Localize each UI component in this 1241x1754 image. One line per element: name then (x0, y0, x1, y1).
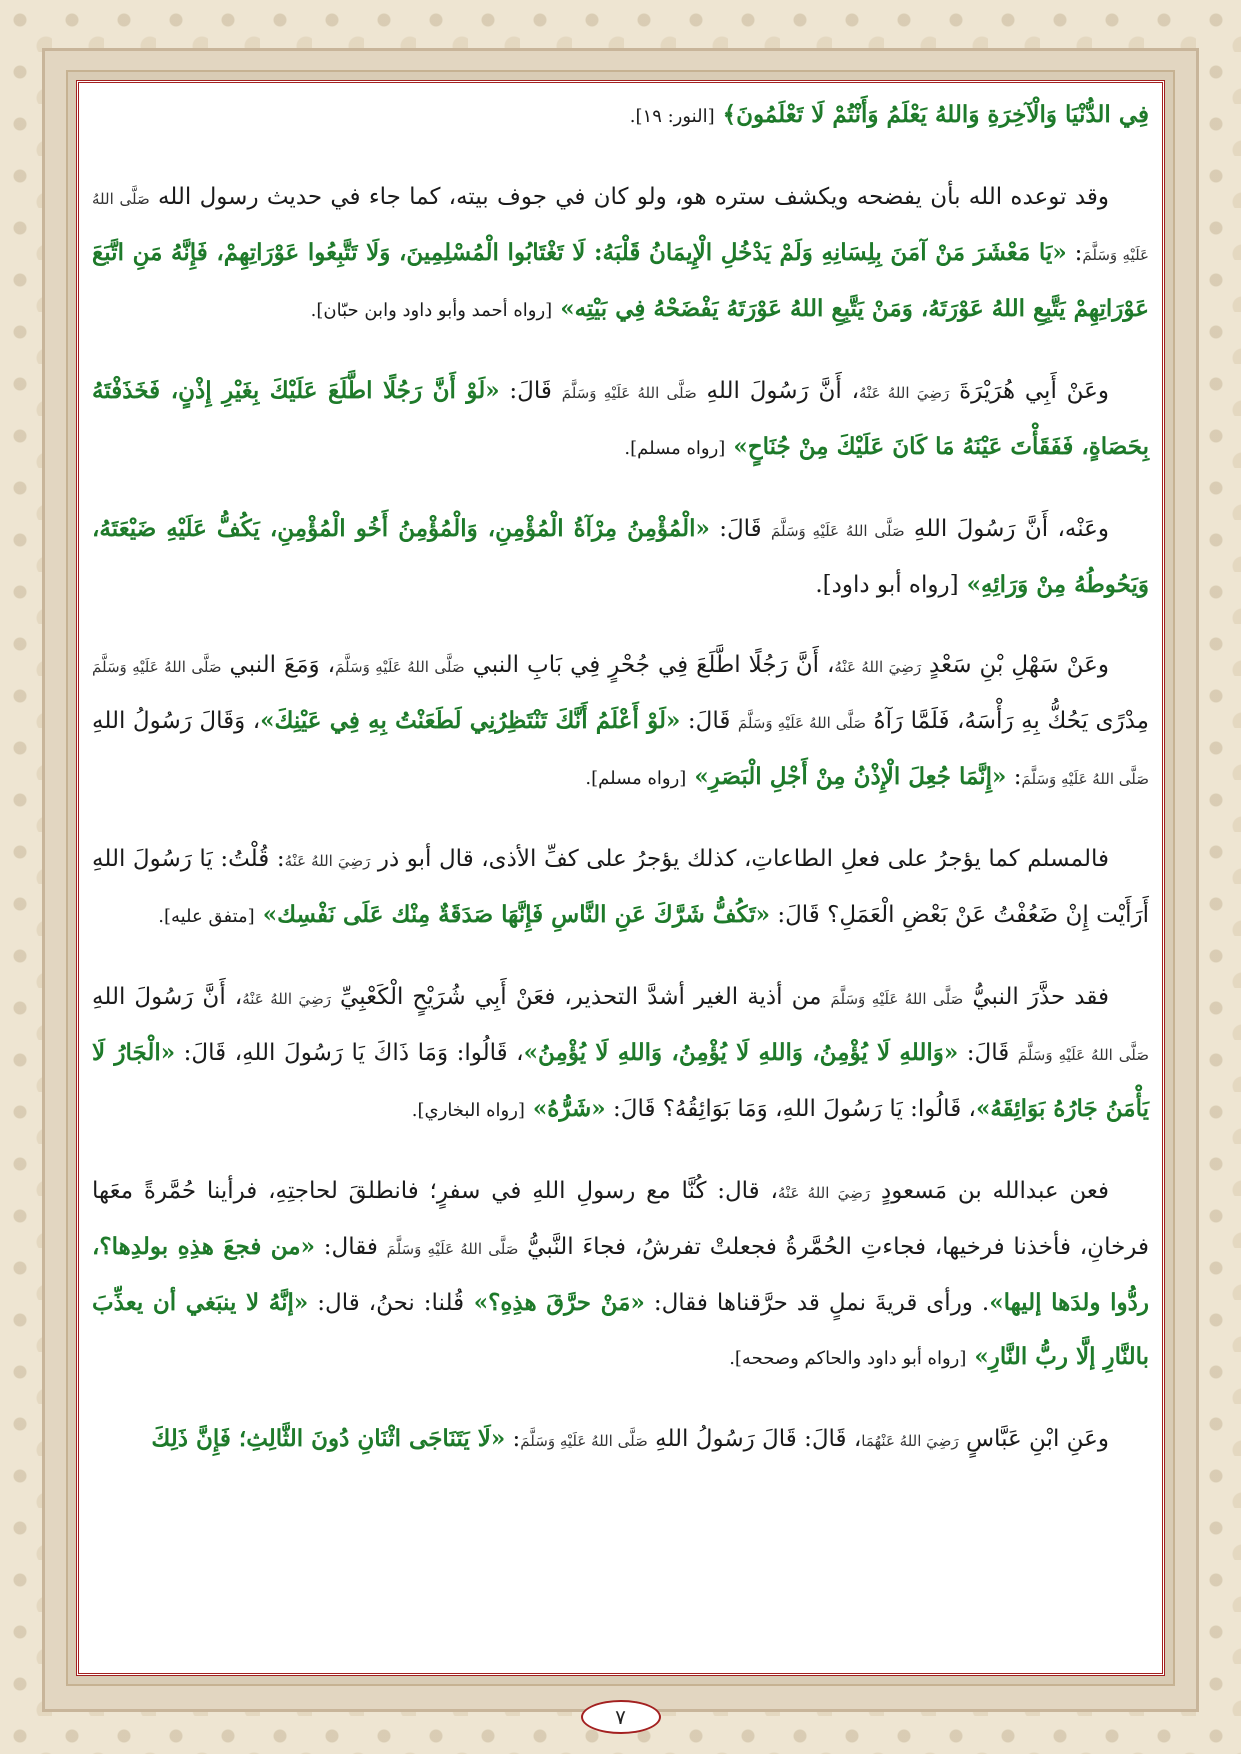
hadith-text: «لَا يَتَنَاجَى اثْنَانِ دُونَ الثَّالِثِ؛ فَإِنَّ ذَلِكَ (151, 1425, 506, 1452)
body-text: قُلنا: نحنُ، قال: (308, 1290, 465, 1316)
honorific: صَلَّى اللهُ عَلَيْهِ وَسَلَّمَ (386, 1240, 519, 1258)
body-text: فقال: (315, 1234, 387, 1260)
honorific: رَضِيَ اللهُ عَنْهُ (777, 1184, 871, 1202)
paragraph-p7 (92, 970, 1149, 1138)
body-text: : قُلْتُ: يَا رَسُولَ اللهِ أَرَأَيْت إِنْ ضَعُفْتُ عَنْ بَعْضِ الْعَمَلِ؟ قَالَ: (92, 846, 1149, 928)
body-text: وقد توعده الله بأن يفضحه ويكشف ستره هو، ولو كان في جوف بيته، كما جاء في حديث رسول الله (149, 184, 1109, 210)
paragraph-p8 (92, 1164, 1149, 1386)
honorific: صَلَّى اللهُ عَلَيْهِ وَسَلَّمَ (830, 990, 964, 1008)
honorific: صَلَّى اللهُ عَلَيْهِ وَسَلَّمَ (92, 190, 1149, 264)
body-text: ، أَنَّ رَسُولَ اللهِ (696, 378, 859, 404)
honorific: صَلَّى اللهُ عَلَيْهِ وَسَلَّمَ (335, 658, 465, 676)
paragraph-p1 (92, 88, 1149, 144)
hadith-text: «إنَّهُ لا ينبَغي أن يعذِّبَ بالنَّارِ إلَّا ربُّ النَّارِ» (92, 1289, 1149, 1370)
honorific: صَلَّى اللهُ عَلَيْهِ وَسَلَّمَ (737, 714, 866, 732)
body-text: : (1006, 764, 1022, 790)
body-text: قَالَ: (958, 1040, 1018, 1066)
body-text: قَالَ: (680, 708, 738, 734)
honorific: رَضِيَ اللهُ عَنْهُ (242, 990, 331, 1008)
body-text: . ورأى قريةَ نملٍ قد حرَّقناها فقال: (644, 1290, 990, 1316)
body-text: ، قال: كُنَّا مع رسولِ اللهِ في سفرٍ؛ فانطلقَ لحاجتِهِ، فرأينا حُمَّرةً معَها فرخانِ، فأخذنا فرخيها، فجاءتِ الحُمَّرةُ فجعلتْ تفرشُ، فجاءَ النَّبيُّ (92, 1178, 1149, 1260)
citation: [رواه البخاري]. (411, 1100, 525, 1121)
hadith-text: «الْمُؤْمِنُ مِرْآةُ الْمُؤْمِنِ، وَالْمُؤْمِنُ أَخُو الْمُؤْمِنِ، يَكُفُّ عَلَيْهِ ضَيْعَتَهُ، وَيَحُوطُهُ مِنْ وَرَائِهِ» (92, 515, 1149, 598)
hadith-text: «لَوْ أَنَّ رَجُلًا اطَّلَعَ عَلَيْكَ بِغَيْرِ إِذْنٍ، فَخَذَفْتَهُ بِحَصَاةٍ، فَفَقَأْتَ عَيْنَهُ مَا كَانَ عَلَيْكَ مِنْ جُنَاحٍ» (92, 377, 1149, 460)
honorific: صَلَّى اللهُ عَلَيْهِ وَسَلَّمَ (92, 658, 222, 676)
citation: [رواه مسلم]. (585, 768, 687, 789)
paragraph-p2 (92, 170, 1149, 338)
citation: [رواه مسلم]. (624, 438, 726, 459)
hadith-text: «من فجعَ هذِهِ بولدِها؟، ردُّوا ولدَها إليها» (92, 1233, 1149, 1316)
body-text: ، قَالُوا: يَا رَسُولَ اللهِ، وَمَا بَوَائِقُهُ؟ قَالَ: (605, 1096, 976, 1122)
body-text: ، وَقَالَ رَسُولُ اللهِ (92, 708, 261, 734)
honorific: صَلَّى اللهُ عَلَيْهِ وَسَلَّمَ (561, 384, 697, 402)
body-text: ، أَنَّ رَجُلًا اطَّلَعَ فِي جُحْرٍ فِي بَابِ النبي (464, 652, 835, 678)
hadith-text: «لَوْ أَعْلَمُ أَنَّكَ تَنْتَظِرُنِي لَطَعَنْتُ بِهِ فِي عَيْنِكَ» (260, 707, 681, 734)
hadith-text: «وَاللهِ لَا يُؤْمِنُ، وَاللهِ لَا يُؤْمِنُ، وَاللهِ لَا يُؤْمِنُ» (523, 1039, 959, 1066)
body-text: مِدْرًى يَحُكُّ بِهِ رَأْسَهُ، فَلَمَّا رَآهُ (866, 708, 1149, 734)
honorific: رَضِيَ اللهُ عَنْهُ (284, 852, 371, 870)
citation: [متفق عليه]. (158, 906, 255, 927)
hadith-text: «يَا مَعْشَرَ مَنْ آمَنَ بِلِسَانِهِ وَلَمْ يَدْخُلِ الْإِيمَانُ قَلْبَهُ: لَا تَغْتَابُوا الْمُسْلِمِينَ، وَلَا تَتَّبِعُوا عَوْرَاتِهِمْ، فَإِنَّهُ مَنِ اتَّبَعَ عَوْرَاتِهِمْ يَتَّبِعِ اللهُ عَوْرَتَهُ، وَمَنْ يَتَّبِعِ اللهُ عَوْرَتَهُ يَفْضَحْهُ فِي بَيْتِه» (92, 239, 1149, 322)
honorific: رَضِيَ اللهُ عَنْهُ (859, 384, 950, 402)
citation: [رواه أحمد وأبو داود وابن حبّان]. (310, 300, 553, 321)
paragraph-p3 (92, 364, 1149, 476)
body-text: وعَنْه، أَنَّ رَسُولَ اللهِ (904, 516, 1109, 542)
body-text: من أذية الغير أشدَّ التحذير، فعَنْ أَبِي شُرَيْحٍ الْكَعْبِيِّ (331, 984, 831, 1010)
hadith-text: «تَكُفُّ شَرَّكَ عَنِ النَّاسِ فَإِنَّهَا صَدَقَةٌ مِنْك عَلَى نَفْسِك» (254, 901, 771, 928)
citation: [رواه أبو داود والحاكم وصححه]. (729, 1348, 967, 1369)
honorific: صَلَّى اللهُ عَلَيْهِ وَسَلَّمَ (1021, 770, 1149, 788)
paragraph-p4 (92, 502, 1149, 612)
honorific: رَضِيَ اللهُ عَنْهُ (834, 658, 922, 676)
page-number: ٧ (581, 1700, 661, 1734)
honorific: صَلَّى اللهُ عَلَيْهِ وَسَلَّمَ (1017, 1046, 1150, 1064)
body-text: ، قَالُوا: وَمَا ذَاكَ يَا رَسُولَ اللهِ، قَالَ: (175, 1040, 524, 1066)
honorific: رَضِيَ اللهُ عَنْهُمَا (861, 1432, 959, 1450)
hadith-text: فِي الدُّنْيَا وَالْآخِرَةِ وَاللهُ يَعْلَمُ وَأَنْتُمْ لَا تَعْلَمُونَ﴾ (714, 101, 1149, 128)
hadith-text: «شَرُّهُ» (524, 1095, 606, 1122)
paragraph-p6 (92, 832, 1149, 944)
body-text: [رواه أبو داود]. (815, 572, 959, 598)
body-text: قَالَ: (709, 516, 771, 542)
paragraph-p5 (92, 638, 1149, 806)
body-text: فالمسلم كما يؤجرُ على فعلِ الطاعاتِ، كذلك يؤجرُ على كفِّ الأذى، قال أبو ذر (370, 846, 1109, 872)
body-text: ، قَالَ: قَالَ رَسُولُ اللهِ (647, 1426, 862, 1452)
page-body (92, 88, 1149, 1494)
paragraph-p9 (92, 1412, 1149, 1468)
honorific: صَلَّى اللهُ عَلَيْهِ وَسَلَّمَ (771, 522, 905, 540)
body-text: : (505, 1426, 521, 1452)
body-text: وعَنْ أَبِي هُرَيْرَةَ (949, 378, 1109, 404)
body-text: : (1066, 240, 1083, 266)
body-text: قَالَ: (499, 378, 562, 404)
body-text: وعَنْ سَهْلِ بْنِ سَعْدٍ (921, 652, 1110, 678)
body-text: وعَنِ ابْنِ عَبَّاسٍ (958, 1426, 1109, 1452)
hadith-text: «الْجَارُ لَا يَأْمَنُ جَارُهُ بَوَائِقَهُ» (92, 1039, 1149, 1122)
citation: [النور: ١٩]. (629, 106, 715, 127)
hadith-text: «مَنْ حرَّقَ هذِهِ؟» (464, 1289, 645, 1316)
body-text: ، أَنَّ رَسُولَ اللهِ (92, 984, 243, 1010)
honorific: صَلَّى اللهُ عَلَيْهِ وَسَلَّمَ (520, 1432, 648, 1450)
hadith-text: «إِنَّمَا جُعِلَ الْإِذْنُ مِنْ أَجْلِ الْبَصَرِ» (686, 763, 1007, 790)
body-text: فعن عبدالله بن مَسعودٍ (870, 1178, 1110, 1204)
body-text: فقد حذَّرَ النبيُّ (963, 984, 1109, 1010)
body-text: ، وَمَعَ النبي (221, 652, 336, 678)
